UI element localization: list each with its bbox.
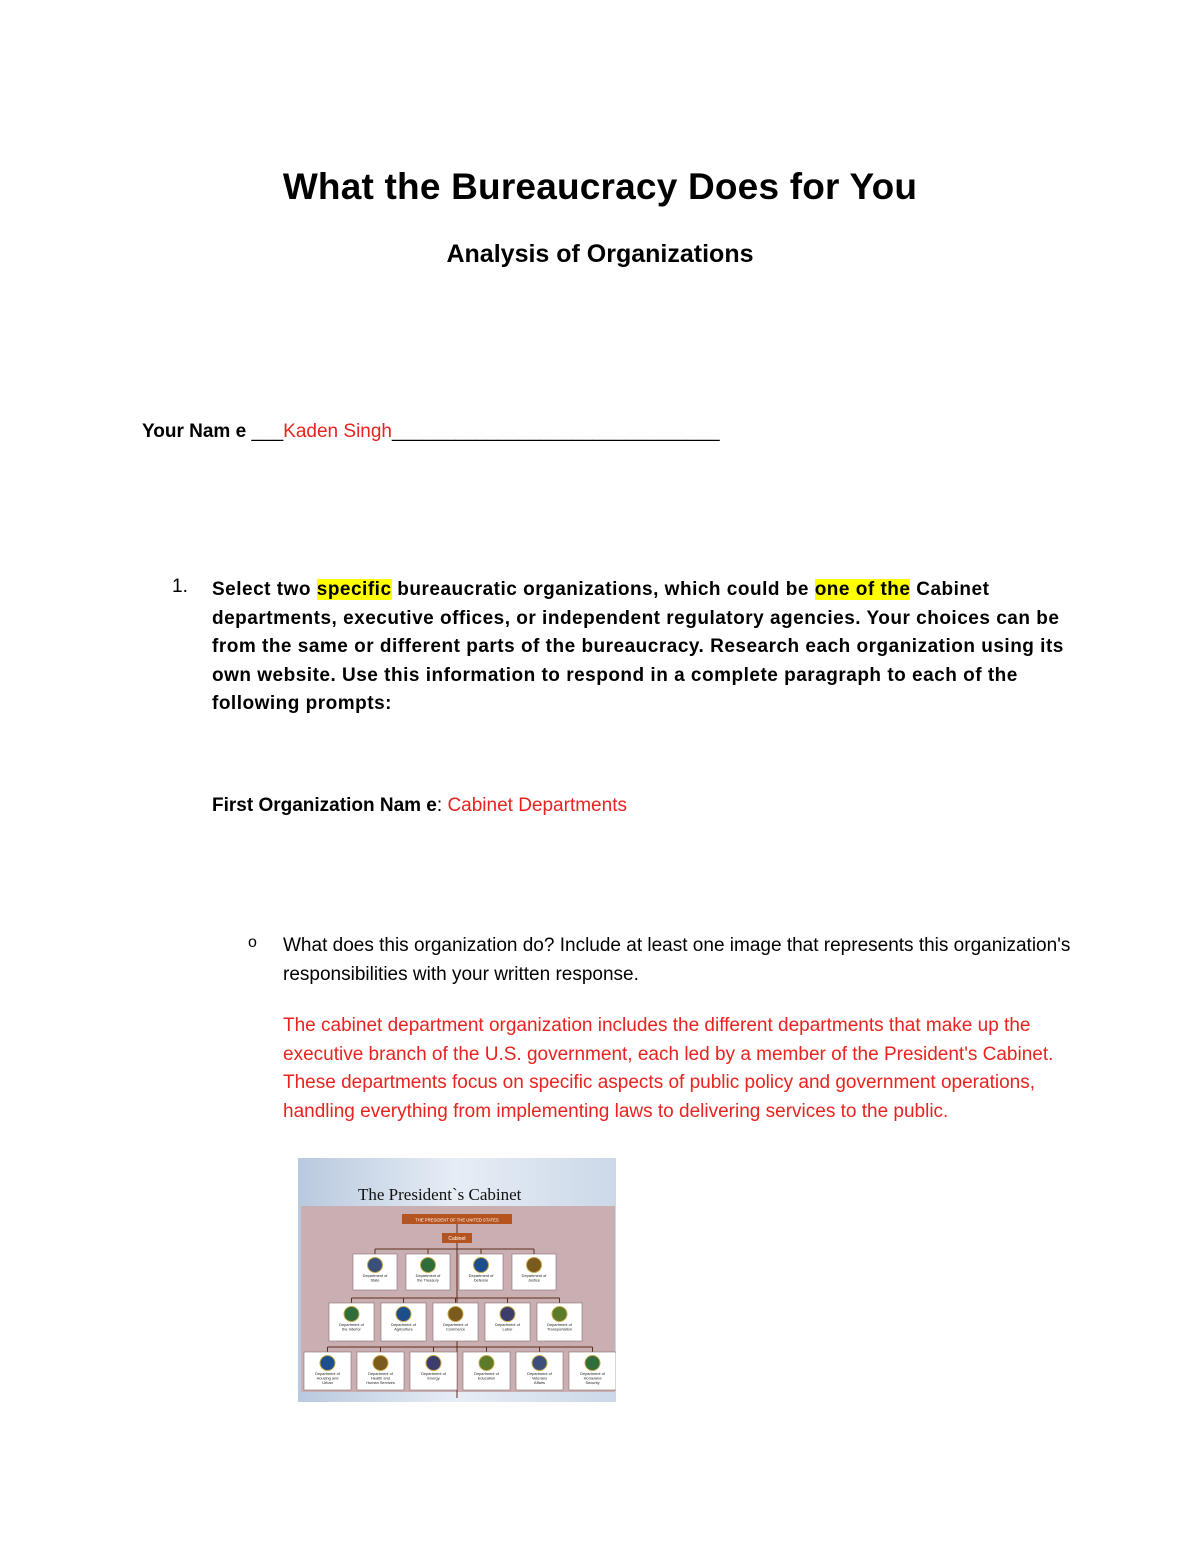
department-label: Justice [527, 1277, 541, 1283]
cabinet-label: Cabinet [448, 1236, 466, 1242]
question-part-1: Select two [212, 579, 317, 600]
question-part-2: bureaucratic organizations, which could be [391, 579, 815, 600]
department-seal-icon [552, 1307, 567, 1322]
question-text [212, 576, 1072, 719]
department-label: Health and [371, 1375, 390, 1381]
department-label: the Treasury [417, 1277, 439, 1283]
name-suffix-blank: _______________________________ [392, 421, 720, 442]
department-seal-icon [344, 1307, 359, 1322]
department-label: State [370, 1277, 380, 1283]
prompt-text: What does this organization do? Include at least one image that represents this organization's responsibilities with your written response. [283, 935, 1071, 985]
department-seal-icon [532, 1356, 547, 1371]
department-label: Department of [527, 1371, 552, 1376]
department-label: Affairs [534, 1380, 545, 1386]
department-label: Agriculture [394, 1326, 413, 1332]
department-label: Human Services [366, 1380, 395, 1386]
department-label: Department of [315, 1371, 340, 1376]
first-organization-field [212, 795, 627, 817]
department-label: Department of [362, 1273, 388, 1278]
department-label: Veterans [531, 1375, 548, 1381]
department-label: Housing and [316, 1375, 339, 1381]
department-label: Energy [427, 1375, 440, 1381]
department-seal-icon [396, 1307, 411, 1322]
first-org-value[interactable]: Cabinet Departments [447, 795, 627, 816]
department-label: Transportation [547, 1326, 572, 1332]
question-part-3: Cabinet departments, executive offices, or independent regulatory agencies. Your choices can be from the same or different parts of the bureaucracy. Research each organization using its own website. Use this information to respond in a complete paragraph to each of the following prompts: [212, 579, 1064, 715]
department-label: Department of [368, 1371, 393, 1376]
department-label: the Interior [342, 1326, 361, 1332]
department-label: Department of [415, 1273, 441, 1278]
department-label: Urban [322, 1380, 333, 1386]
department-seal-icon [448, 1307, 463, 1322]
cabinet-chart-image [298, 1158, 616, 1402]
department-label: Labor [502, 1326, 513, 1332]
question-number: 1. [172, 576, 188, 597]
president-label: THE PRESIDENT OF THE UNITED STATES [415, 1217, 499, 1223]
department-seal-icon [585, 1356, 600, 1371]
department-label: Education [477, 1375, 496, 1381]
department-label: Department of [339, 1322, 364, 1327]
department-label: Department of [521, 1273, 547, 1278]
department-seal-icon [421, 1258, 436, 1273]
document-subtitle: Analysis of Organizations [446, 240, 754, 268]
department-seal-icon [527, 1258, 542, 1273]
department-seal-icon [500, 1307, 515, 1322]
department-seal-icon [426, 1356, 441, 1371]
department-seal-icon [474, 1258, 489, 1273]
department-label: Department of [391, 1322, 416, 1327]
department-label: Department of [443, 1322, 468, 1327]
answer-paragraph[interactable]: The cabinet department organization includes the different departments that make up the executive branch of the U.S. government, each led by a member of the President's Cabinet. These departments focus on specific aspects of public policy and government operations, handling everything from implementing laws to delivering services to the public. [283, 1015, 1054, 1122]
bullet-icon: o [248, 934, 257, 951]
first-org-label: First Organization Nam e [212, 795, 437, 816]
name-label: Your Nam e [142, 421, 247, 442]
department-label: Department of [468, 1273, 494, 1278]
name-prefix-blank: ___ [251, 421, 284, 442]
document-title: What the Bureaucracy Does for You [282, 166, 918, 207]
first-org-colon: : [436, 795, 443, 816]
department-seal-icon [368, 1258, 383, 1273]
department-label: Commerce [445, 1326, 466, 1332]
department-label: Department of [580, 1371, 605, 1376]
name-value[interactable]: Kaden Singh [283, 421, 392, 442]
department-label: Defense [473, 1277, 489, 1283]
department-label: Department of [474, 1371, 499, 1376]
department-seal-icon [320, 1356, 335, 1371]
department-label: Department of [421, 1371, 446, 1376]
department-seal-icon [479, 1356, 494, 1371]
figure-title: The President`s Cabinet [358, 1185, 522, 1204]
department-label: Security [585, 1380, 600, 1386]
highlight-one-of-the: one of the [814, 579, 911, 600]
name-field [142, 421, 720, 443]
department-label: Department of [547, 1322, 572, 1327]
highlight-specific: specific [316, 579, 392, 600]
department-seal-icon [373, 1356, 388, 1371]
department-label: Department of [495, 1322, 520, 1327]
department-label: Homeland [583, 1375, 602, 1381]
